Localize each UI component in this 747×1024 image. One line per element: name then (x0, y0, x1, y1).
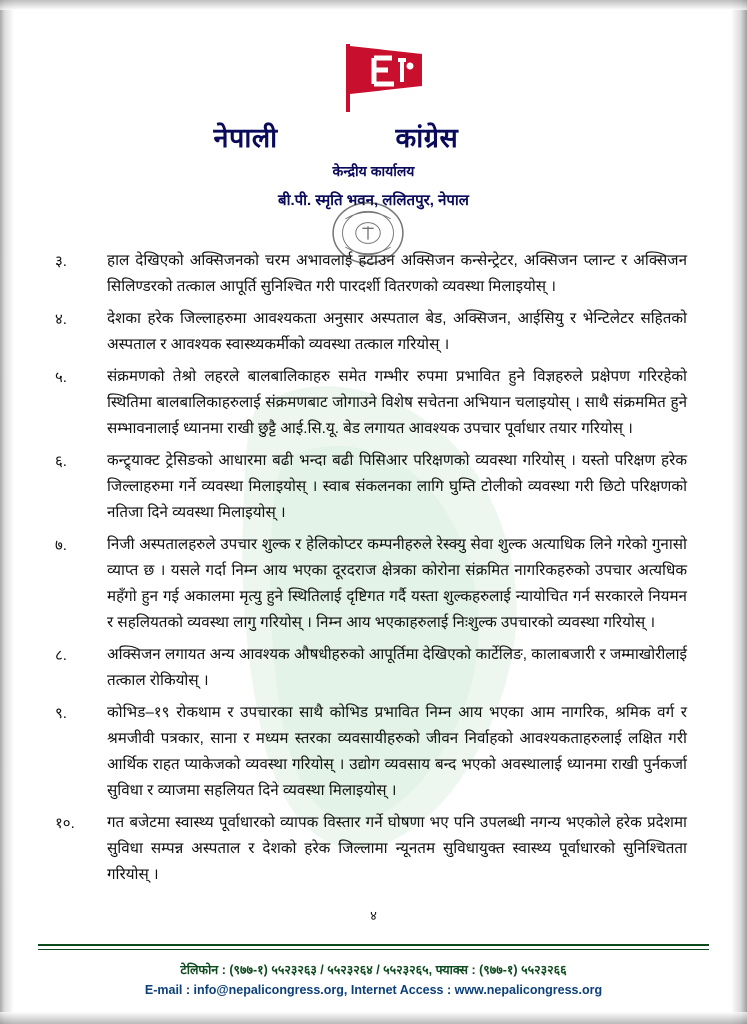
list-item (0, 364, 747, 442)
list-item (0, 532, 747, 636)
party-logo (0, 42, 747, 114)
org-name-right: कांग्रेस (395, 123, 459, 153)
item-number: ८. (55, 647, 67, 664)
item-number: ४. (55, 311, 67, 328)
email-label: E-mail : (144, 983, 194, 997)
item-text: निजी अस्पतालहरुले उपचार शुल्क र हेलिकोप्टर कम्पनीहरुले रेस्क्यु सेवा शुल्क अत्याधिक लिने गरेकाे गुनासो व्याप्त छ । यसले गर्दा निम्न आय भएका दूरदराज क्षेत्रका कोरोना संक्रमित नागरिकहरुको उपचार अत्यधिक महँगो हुन गई अकालमा मृत्यु हुने स्थितिलाई दृष्टिगत गर्दै यस्ता शुल्कहरुलाई न्यायोचित गर्न सरकारले नियमन र सहलियतको व्यवस्था लागु गरियोस् । निम्न आय भएकाहरुलाई निःशुल्क उपचारको व्यवस्था गरियोस् । (107, 536, 687, 631)
org-subtitle: केन्द्रीय कार्यालय (332, 163, 415, 179)
letterhead-header (0, 42, 747, 210)
email-link[interactable]: info@nepalicongress.org (193, 983, 344, 997)
footer-rule-thin (38, 949, 709, 950)
list-item (0, 306, 747, 358)
item-number: ५. (55, 369, 67, 386)
org-address: बी.पी. स्मृति भवन, ललितपुर, नेपाल (278, 192, 469, 209)
items-list (0, 248, 747, 888)
item-number: ७. (55, 537, 67, 554)
org-name (0, 118, 747, 152)
scan-edge-top (0, 0, 747, 10)
item-text: संक्रमणको तेश्रो लहरले बालबालिकाहरु समेत गम्भीर रुपमा प्रभावित हुने विज्ञहरुले प्रक्षेपण गरिरहेको स्थितिमा बालबालिकाहरुलाई संक्रमणबाट जोगाउने विशेष सचेतना अभियान चलाइयोस् । साथै संक्रममित हुने सम्भावनालाई ध्यानमा राखी छुट्टै आई.सि.यू. बेड लगायत आवश्यक उपचार पूर्वाधार तयार गरियोस् । (107, 368, 687, 437)
item-number: ३. (55, 253, 67, 270)
list-item (0, 448, 747, 526)
item-number: १०. (55, 815, 75, 832)
footer-contacts (38, 980, 709, 1000)
item-text: गत बजेटमा स्वास्थ्य पूर्वाधारको व्यापक विस्तार गर्ने घोषणा भए पनि उपलब्धी नगन्य भएकोले हरेक प्रदेशमा सुविधा सम्पन्न अस्पताल र देशको हरेक जिल्लामा न्यूनतम सुविधायुक्त स्वास्थ्य पूर्वाधारको सुनिश्चितता गरियोस् । (107, 814, 687, 883)
letterhead-footer (38, 944, 709, 1000)
list-item (0, 810, 747, 888)
item-number: ९. (55, 705, 67, 722)
list-item (0, 248, 747, 300)
nepali-congress-flag-tree-icon (314, 42, 434, 114)
list-item (0, 700, 747, 804)
item-text: अक्सिजन लगायत अन्य आवश्यक औषधीहरुको आपूर्तिमा देखिएको कार्टेलिङ, कालाबजारी र जम्माखोरीलाई तत्काल रोकियोस् । (107, 646, 687, 689)
footer-rule-thick (38, 944, 709, 946)
footer-phone: टेलिफोन : (९७७-१) ५५२३२६३ / ५५२३२६४ / ५५२३२६५, फ्याक्स : (९७७-१) ५५२३२६६ (180, 963, 567, 977)
web-label: , Internet Access : (343, 983, 455, 997)
org-name-left: नेपाली (213, 123, 278, 153)
page-number: ४ (370, 908, 377, 923)
item-number: ६. (55, 453, 67, 470)
website-link[interactable]: www.nepalicongress.org (454, 983, 603, 997)
item-text: कोभिड–१९ रोकथाम र उपचारका साथै कोभिड प्रभावित निम्न आय भएका आम नागरिक, श्रमिक वर्ग र श्रमजीवी पत्रकार, साना र मध्यम स्तरका व्यवसायीहरुको जीवन निर्वाहको आवश्यकताहरुलाई लक्षित गरी आर्थिक राहत प्याकेजको व्यवस्था गरियोस् । उद्योग व्यवसाय बन्द भएको अवस्थालाई ध्यानमा राखी पुर्नकर्जा सुविधा र व्याजमा सहलियत दिने व्यवस्था मिलाइयोस् । (107, 704, 687, 799)
resolution-list (0, 248, 747, 894)
item-text: हाल देखिएको अक्सिजनको चरम अभावलाई हटाउन अक्सिजन कन्सेन्ट्रेटर, अक्सिजन प्लान्ट र अक्सिजन सिलिण्डरको तत्काल आपूर्ति सुनिश्चित गरी पारदर्शी वितरणको व्यवस्था मिलाइयोस् । (107, 252, 687, 295)
item-text: देशका हरेक जिल्लाहरुमा आवश्यकता अनुसार अस्पताल बेड, अक्सिजन, आईसियु र भेन्टिलेटर सहितको अस्पताल र आवश्यक स्वास्थ्यकर्मीको व्यवस्था तत्काल गरियोस् । (107, 310, 687, 353)
scan-edge-bottom (0, 1012, 747, 1024)
item-text: कन्ट्र्याक्ट ट्रेसिङको आधारमा बढी भन्दा बढी पिसिआर परिक्षणको व्यवस्था गरियोस् । यस्तो परिक्षण हरेक जिल्लाहरुमा गर्ने व्यवस्था मिलाइयोस् । स्वाब संकलनका लागि घुम्ति टोलीको व्यवस्था गरी छिटो परिक्षणको नतिजा दिने व्यवस्था मिलाइयोस् । (107, 452, 687, 521)
list-item (0, 642, 747, 694)
